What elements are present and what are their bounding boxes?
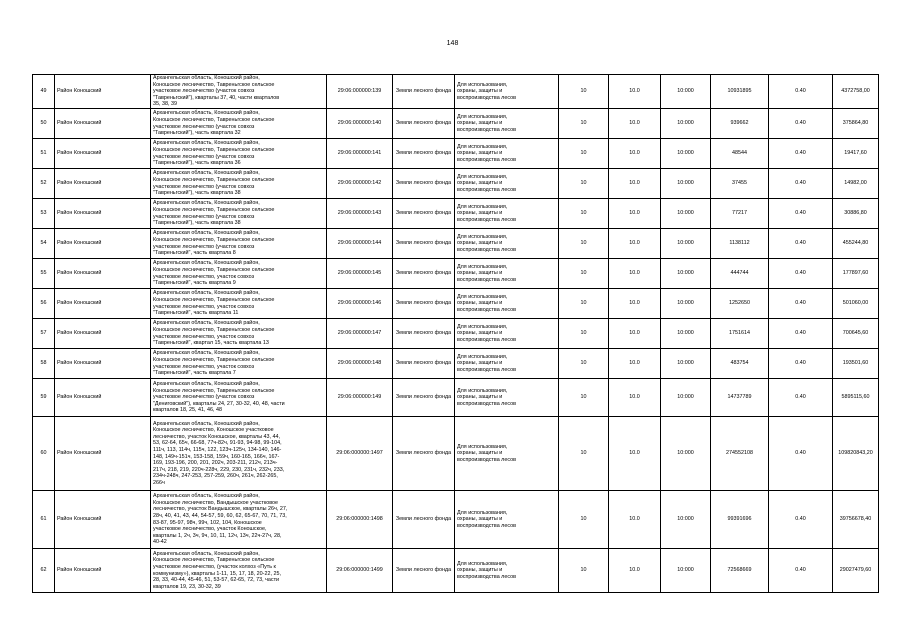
land-category-cell: Земли лесного фонда — [393, 229, 455, 259]
cadastral-number-cell: 29:06:000000:148 — [327, 349, 393, 379]
table-row — [33, 491, 879, 549]
value-a-cell: 10 — [559, 349, 609, 379]
permitted-use-cell: Для использования, охраны, защиты и воспроизводства лесов — [455, 379, 559, 417]
address-cell: Архангельская область, Коношский район, Коношское лесничество, Тавреньгское сельское участковое лесничество (участок совхоз "Тавреньгский"), часть квартала 36 — [151, 139, 327, 169]
area-cell: 99391696 — [711, 491, 769, 549]
value-b-cell: 10.0 — [609, 379, 661, 417]
area-cell: 1138112 — [711, 229, 769, 259]
rate-cell: 0.40 — [769, 417, 833, 491]
sum-cell: 193501,60 — [833, 349, 879, 379]
value-a-cell: 10 — [559, 139, 609, 169]
value-b-cell: 10.0 — [609, 139, 661, 169]
sum-cell: 700645,60 — [833, 319, 879, 349]
value-b-cell: 10.0 — [609, 169, 661, 199]
address-cell: Архангельская область, Коношский район, Коношское лесничество, Тавреньгское сельское участковое лесничество, участок совхоз "Тавреньгский", часть квартала 7 — [151, 349, 327, 379]
table-row — [33, 259, 879, 289]
value-b-cell: 10.0 — [609, 109, 661, 139]
district-cell: Район Коношский — [55, 259, 151, 289]
land-category-cell: Земли лесного фонда — [393, 379, 455, 417]
row-number: 54 — [33, 229, 55, 259]
value-c-cell: 10:000 — [661, 109, 711, 139]
land-category-cell: Земли лесного фонда — [393, 549, 455, 593]
value-a-cell: 10 — [559, 289, 609, 319]
value-c-cell: 10:000 — [661, 379, 711, 417]
area-cell: 483754 — [711, 349, 769, 379]
value-c-cell: 10:000 — [661, 491, 711, 549]
address-cell: Архангельская область, Коношский район, Коношское лесничество, Тавреньгское сельское участковое лесничество, участок совхоз "Тавреньгский", часть квартала 9 — [151, 259, 327, 289]
row-number: 61 — [33, 491, 55, 549]
row-number: 51 — [33, 139, 55, 169]
row-number: 62 — [33, 549, 55, 593]
permitted-use-cell: Для использования, охраны, защиты и воспроизводства лесов — [455, 259, 559, 289]
area-cell: 77217 — [711, 199, 769, 229]
rate-cell: 0.40 — [769, 199, 833, 229]
land-category-cell: Земли лесного фонда — [393, 319, 455, 349]
district-cell: Район Коношский — [55, 169, 151, 199]
table-row — [33, 319, 879, 349]
sum-cell: 4372758,00 — [833, 75, 879, 109]
district-cell: Район Коношский — [55, 109, 151, 139]
district-cell: Район Коношский — [55, 289, 151, 319]
value-c-cell: 10:000 — [661, 169, 711, 199]
permitted-use-cell: Для использования, охраны, защиты и воспроизводства лесов — [455, 417, 559, 491]
sum-cell: 5895115,60 — [833, 379, 879, 417]
row-number: 56 — [33, 289, 55, 319]
cadastral-number-cell: 29:06:000000:147 — [327, 319, 393, 349]
cadastral-number-cell: 29:06:000000:1498 — [327, 491, 393, 549]
value-c-cell: 10:000 — [661, 259, 711, 289]
value-a-cell: 10 — [559, 259, 609, 289]
value-c-cell: 10:000 — [661, 549, 711, 593]
land-category-cell: Земли лесного фонда — [393, 259, 455, 289]
row-number: 59 — [33, 379, 55, 417]
value-a-cell: 10 — [559, 229, 609, 259]
address-cell: Архангельская область, Коношский район, Коношское лесничество, Вандышское участковое лесничество, участок Вандышское, кварталы 26ч, 27, 28ч, 40, 41, 43, 44, 54-57, 59, 60, 62, 65-67, 70, 71, 73, 83-87, 95-97, 98ч, 99ч, 102, 104, Коношское участковое лесничество, участок Коношское, кварталы 1, 2ч, 3ч, 9ч, 10, 11, 12ч, 13ч, 22ч-27ч, 28, 40-42 — [151, 491, 327, 549]
permitted-use-cell: Для использования, охраны, защиты и воспроизводства лесов — [455, 349, 559, 379]
value-b-cell: 10.0 — [609, 319, 661, 349]
rate-cell: 0.40 — [769, 75, 833, 109]
cadastral-number-cell: 29:06:000000:140 — [327, 109, 393, 139]
table-row — [33, 417, 879, 491]
district-cell: Район Коношский — [55, 229, 151, 259]
rate-cell: 0.40 — [769, 259, 833, 289]
value-b-cell: 10.0 — [609, 259, 661, 289]
district-cell: Район Коношский — [55, 417, 151, 491]
cadastral-number-cell: 29:06:000000:143 — [327, 199, 393, 229]
land-category-cell: Земли лесного фонда — [393, 169, 455, 199]
rate-cell: 0.40 — [769, 549, 833, 593]
permitted-use-cell: Для использования, охраны, защиты и воспроизводства лесов — [455, 229, 559, 259]
rate-cell: 0.40 — [769, 229, 833, 259]
row-number: 60 — [33, 417, 55, 491]
sum-cell: 455244,80 — [833, 229, 879, 259]
land-category-cell: Земли лесного фонда — [393, 417, 455, 491]
sum-cell: 30886,80 — [833, 199, 879, 229]
permitted-use-cell: Для использования, охраны, защиты и воспроизводства лесов — [455, 169, 559, 199]
value-a-cell: 10 — [559, 417, 609, 491]
row-number: 49 — [33, 75, 55, 109]
sum-cell: 29027479,60 — [833, 549, 879, 593]
row-number: 50 — [33, 109, 55, 139]
rate-cell: 0.40 — [769, 379, 833, 417]
area-cell: 1751614 — [711, 319, 769, 349]
value-c-cell: 10:000 — [661, 289, 711, 319]
land-category-cell: Земли лесного фонда — [393, 491, 455, 549]
cadastral-number-cell: 29:06:000000:145 — [327, 259, 393, 289]
table-row — [33, 379, 879, 417]
permitted-use-cell: Для использования, охраны, защиты и воспроизводства лесов — [455, 75, 559, 109]
permitted-use-cell: Для использования, охраны, защиты и воспроизводства лесов — [455, 319, 559, 349]
rate-cell: 0.40 — [769, 349, 833, 379]
permitted-use-cell: Для использования, охраны, защиты и воспроизводства лесов — [455, 199, 559, 229]
table-row — [33, 109, 879, 139]
permitted-use-cell: Для использования, охраны, защиты и воспроизводства лесов — [455, 289, 559, 319]
district-cell: Район Коношский — [55, 139, 151, 169]
address-cell: Архангельская область, Коношский район, Коношское лесничество, Тавреньгское сельское участковое лесничество (участок совхоз "Тавреньгский", часть квартала 8 — [151, 229, 327, 259]
address-cell: Архангельская область, Коношский район, Коношское лесничество, Тавреньгское сельское участковое лесничество, (участок колхоз «Путь к коммунизму»), кварталы 1-11, 15, 17, 18, 20-22, 25, 28, 33, 40-44, 45-46, 51, 53-57, 62-65, 72, 73, части кварталов 19, 23, 30-32, 39 — [151, 549, 327, 593]
land-category-cell: Земли лесного фонда — [393, 139, 455, 169]
value-a-cell: 10 — [559, 169, 609, 199]
sum-cell: 177897,60 — [833, 259, 879, 289]
value-a-cell: 10 — [559, 319, 609, 349]
sum-cell: 14982,00 — [833, 169, 879, 199]
page-number: 148 — [446, 40, 459, 47]
row-number: 53 — [33, 199, 55, 229]
table-row — [33, 549, 879, 593]
value-b-cell: 10.0 — [609, 229, 661, 259]
value-c-cell: 10:000 — [661, 199, 711, 229]
table-row — [33, 349, 879, 379]
land-category-cell: Земли лесного фонда — [393, 199, 455, 229]
area-cell: 48544 — [711, 139, 769, 169]
table-row — [33, 199, 879, 229]
sum-cell: 19417,60 — [833, 139, 879, 169]
value-c-cell: 10:000 — [661, 349, 711, 379]
value-a-cell: 10 — [559, 109, 609, 139]
value-a-cell: 10 — [559, 491, 609, 549]
rate-cell: 0.40 — [769, 139, 833, 169]
area-cell: 444744 — [711, 259, 769, 289]
value-a-cell: 10 — [559, 75, 609, 109]
row-number: 55 — [33, 259, 55, 289]
permitted-use-cell: Для использования, охраны, защиты и воспроизводства лесов — [455, 491, 559, 549]
area-cell: 37455 — [711, 169, 769, 199]
value-c-cell: 10:000 — [661, 139, 711, 169]
address-cell: Архангельская область, Коношский район, Коношское лесничество, Тавреньгское сельское участковое лесничество (участок совхоз "Тавреньгский"), часть квартала 32 — [151, 109, 327, 139]
district-cell: Район Коношский — [55, 379, 151, 417]
row-number: 57 — [33, 319, 55, 349]
district-cell: Район Коношский — [55, 199, 151, 229]
area-cell: 939662 — [711, 109, 769, 139]
district-cell: Район Коношский — [55, 549, 151, 593]
land-category-cell: Земли лесного фонда — [393, 75, 455, 109]
address-cell: Архангельская область, Коношский район, Коношское лесничество, Коношское участковое лесничество, участок Коношское, кварталы 43, 44, 53, 62-64, 65ч, 66-68, 77ч-82ч, 91-93, 94-98, 99-104, 111ч, 113, 114ч, 115ч, 122, 123ч-125ч, 134-140, 146- 148, 149ч-151ч, 153-158, 159ч, 160-165, 166ч, 167- 169, 193-196, 200, 201, 202ч, 203-211, 212ч, 213ч- 217ч, 218, 219, 220ч-228ч, 229, 230, 231ч, 232ч, 233, 234ч-248ч, 247-253, 257-259, 260ч, 261ч, 262-265, 266ч — [151, 417, 327, 491]
address-cell: Архангельская область, Коношский район, Коношское лесничество, Тавреньгское сельское участковое лесничество, участок совхоз "Тавреньгский", часть квартала 11 — [151, 289, 327, 319]
value-c-cell: 10:000 — [661, 75, 711, 109]
value-c-cell: 10:000 — [661, 229, 711, 259]
area-cell: 1252650 — [711, 289, 769, 319]
value-b-cell: 10.0 — [609, 199, 661, 229]
value-b-cell: 10.0 — [609, 549, 661, 593]
cadastral-number-cell: 29:06:000000:149 — [327, 379, 393, 417]
land-category-cell: Земли лесного фонда — [393, 109, 455, 139]
rate-cell: 0.40 — [769, 289, 833, 319]
value-b-cell: 10.0 — [609, 491, 661, 549]
address-cell: Архангельская область, Коношский район, Коношское лесничество, Тавреньгское сельское участковое лесничество, участок совхоз "Тавреньгский", квартал 15, часть квартала 13 — [151, 319, 327, 349]
value-c-cell: 10:000 — [661, 417, 711, 491]
area-cell: 10931895 — [711, 75, 769, 109]
cadastral-number-cell: 29:06:000000:139 — [327, 75, 393, 109]
area-cell: 14737789 — [711, 379, 769, 417]
table-row — [33, 75, 879, 109]
rate-cell: 0.40 — [769, 109, 833, 139]
cadastral-number-cell: 29:06:000000:1497 — [327, 417, 393, 491]
value-b-cell: 10.0 — [609, 417, 661, 491]
land-category-cell: Земли лесного фонда — [393, 349, 455, 379]
area-cell: 274552108 — [711, 417, 769, 491]
permitted-use-cell: Для использования, охраны, защиты и воспроизводства лесов — [455, 549, 559, 593]
land-plots-table — [32, 74, 879, 593]
cadastral-number-cell: 29:06:000000:141 — [327, 139, 393, 169]
value-c-cell: 10:000 — [661, 319, 711, 349]
value-a-cell: 10 — [559, 199, 609, 229]
district-cell: Район Коношский — [55, 75, 151, 109]
sum-cell: 375864,80 — [833, 109, 879, 139]
sum-cell: 39756678,40 — [833, 491, 879, 549]
row-number: 52 — [33, 169, 55, 199]
table-row — [33, 169, 879, 199]
table-body — [33, 75, 879, 593]
rate-cell: 0.40 — [769, 169, 833, 199]
table-row — [33, 139, 879, 169]
area-cell: 72568669 — [711, 549, 769, 593]
address-cell: Архангельская область, Коношский район, Коношское лесничество, Тавреньгское сельское участковое лесничество (участок совхоз "Тавреньгский"), часть квартала 38 — [151, 199, 327, 229]
address-cell: Архангельская область, Коношский район, Коношское лесничество, Тавреньгское сельское участковое лесничество (участок совхоз "Тавреньгский"), часть квартала 38 — [151, 169, 327, 199]
value-a-cell: 10 — [559, 549, 609, 593]
address-cell: Архангельская область, Коношский район, Коношское лесничество, Тавреньгское сельское участковое лесничество (участок совхоз "Дениговский"), кварталы 24, 27, 30-32, 40, 48, части кварталов 18, 25, 41, 46, 48 — [151, 379, 327, 417]
permitted-use-cell: Для использования, охраны, защиты и воспроизводства лесов — [455, 139, 559, 169]
district-cell: Район Коношский — [55, 491, 151, 549]
cadastral-number-cell: 29:06:000000:1499 — [327, 549, 393, 593]
table-row — [33, 229, 879, 259]
rate-cell: 0.40 — [769, 319, 833, 349]
district-cell: Район Коношский — [55, 319, 151, 349]
permitted-use-cell: Для использования, охраны, защиты и воспроизводства лесов — [455, 109, 559, 139]
value-a-cell: 10 — [559, 379, 609, 417]
address-cell: Архангельская область, Коношский район, Коношское лесничество, Тавреньгское сельское участковое лесничество (участок совхоз "Тавреньгский"), кварталы 37, 40, части кварталов 35, 38, 39 — [151, 75, 327, 109]
value-b-cell: 10.0 — [609, 289, 661, 319]
land-category-cell: Земли лесного фонда — [393, 289, 455, 319]
rate-cell: 0.40 — [769, 491, 833, 549]
table-row — [33, 289, 879, 319]
cadastral-number-cell: 29:06:000000:144 — [327, 229, 393, 259]
sum-cell: 501060,00 — [833, 289, 879, 319]
cadastral-number-cell: 29:06:000000:142 — [327, 169, 393, 199]
value-b-cell: 10.0 — [609, 75, 661, 109]
district-cell: Район Коношский — [55, 349, 151, 379]
sum-cell: 109820843,20 — [833, 417, 879, 491]
row-number: 58 — [33, 349, 55, 379]
value-b-cell: 10.0 — [609, 349, 661, 379]
cadastral-number-cell: 29:06:000000:146 — [327, 289, 393, 319]
